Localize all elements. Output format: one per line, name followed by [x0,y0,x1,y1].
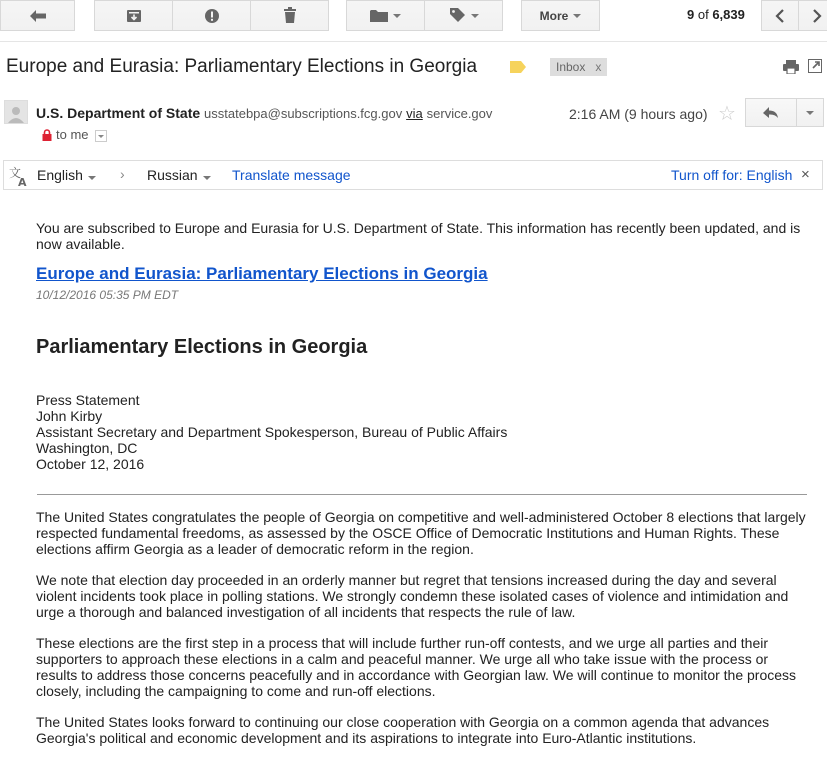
paragraph: The United States congratulates the people of Georgia on competitive and well-administered October 8 elections that largely respected fundamental freedoms, as assessed by the OSCE Office of Democratic Institutions and Human Rights. These elections affirm Georgia as a leader of democratic reform in the region. [36,509,806,557]
chevron-left-icon [775,9,785,23]
statement-paragraphs [36,509,808,746]
older-button[interactable] [798,0,827,31]
folder-icon [370,9,388,23]
translate-bar [3,160,823,190]
delete-button[interactable] [250,0,329,31]
svg-text:文: 文 [9,166,22,180]
chevron-right-icon [812,9,822,23]
article-link[interactable]: Europe and Eurasia: Parliamentary Elections in Georgia [36,264,488,283]
chevron-down-icon [573,14,581,18]
reply-options-button[interactable] [796,98,824,127]
translate-icon [8,165,30,187]
statement-heading: Parliamentary Elections in Georgia [36,336,368,358]
reply-button[interactable] [745,98,797,127]
subscription-intro: You are subscribed to Europe and Eurasia for U.S. Department of State. This information has recently been updated, and is now available. [36,220,801,252]
sender [36,105,520,121]
reply-icon [763,107,779,119]
archive-button[interactable] [94,0,173,31]
target-language-select[interactable] [147,167,211,183]
archive-icon [126,8,142,24]
chevron-down-icon [471,14,479,18]
meta-line: John Kirby [36,408,103,424]
svg-text:A: A [18,176,27,187]
move-to-button[interactable] [346,0,425,31]
back-button[interactable] [0,0,75,31]
meta-line: Washington, DC [36,440,138,456]
paragraph: These elections are the first step in a process that will include further run-off contests, and we urge all parties and their supporters to approach these elections in a calm and peaceful manner. We urge all who take issue with the process or results to address those concerns peacefully and in accordance with Georgian law. We will continue to monitor the process closely, including the campaigning to come and run-off elections. [36,635,797,699]
labels-button[interactable] [424,0,503,31]
pager-current: 9 [687,7,695,22]
sender-name[interactable]: U.S. Department of State [36,105,201,121]
message-body [36,220,808,746]
avatar[interactable] [4,100,28,124]
report-spam-icon [204,8,220,24]
via-domain: service.gov [426,106,493,121]
meta-line: October 12, 2016 [36,456,145,472]
more-button[interactable] [521,0,600,31]
chevron-down-icon [203,176,211,180]
recipient-line [42,127,107,142]
turn-off-translation-link[interactable]: Turn off for: English [671,167,793,183]
received-time: 2:16 AM (9 hours ago) [569,106,708,122]
divider [37,494,807,495]
via-link[interactable]: via [406,106,423,121]
print-icon[interactable] [783,60,799,74]
more-label: More [539,8,569,23]
report-spam-button[interactable] [172,0,251,31]
inbox-label: Inbox [556,60,586,74]
remove-label-button[interactable]: x [595,60,602,74]
source-language: English [37,167,83,183]
new-window-icon[interactable] [808,59,822,73]
meta-line: Press Statement [36,392,140,408]
back-arrow-icon [29,9,47,23]
sender-row [0,96,827,154]
lock-icon [42,129,52,141]
pager-count [687,7,745,22]
subject-row [0,48,827,88]
importance-marker-icon[interactable] [510,61,526,73]
meta-line: Assistant Secretary and Department Spokesperson, Bureau of Public Affairs [36,424,508,440]
sender-email: usstatebpa@subscriptions.fcg.gov [204,106,403,121]
email-subject: Europe and Eurasia: Parliamentary Elections in Georgia [6,56,478,77]
toolbar [0,0,827,42]
star-icon[interactable]: ☆ [718,103,736,125]
translate-message-link[interactable]: Translate message [232,167,351,183]
paragraph: The United States looks forward to continuing our close cooperation with Georgia on a common agenda that advances Georgia's political and economic development and its aspirations to integrate into Euro-Atlantic institutions. [36,714,770,746]
person-icon [8,105,24,123]
chevron-down-icon [88,176,96,180]
chevron-right-icon: › [120,166,125,182]
newer-button[interactable] [761,0,799,31]
source-language-select[interactable] [37,167,96,183]
pager-of: of [697,7,709,22]
to-me-label: to me [56,127,89,142]
inbox-label-chip [550,58,607,76]
show-details-button[interactable] [95,130,107,142]
close-translate-bar-button[interactable]: × [801,166,810,183]
paragraph: We note that election day proceeded in an orderly manner but regret that tensions increased during the day and several violent incidents took place in polling stations. We strongly condemn these isolated cases of violence and intimidation and urge a thorough and balanced investigation of all incidents that respects the rule of law. [36,572,789,620]
chevron-down-icon [393,14,401,18]
pager-total: 6,839 [712,7,745,22]
target-language: Russian [147,167,198,183]
statement-meta [36,392,808,472]
chevron-down-icon [806,111,814,115]
label-tag-icon [449,7,466,24]
post-date: 10/12/2016 05:35 PM EDT [36,288,179,302]
trash-icon [283,7,297,24]
